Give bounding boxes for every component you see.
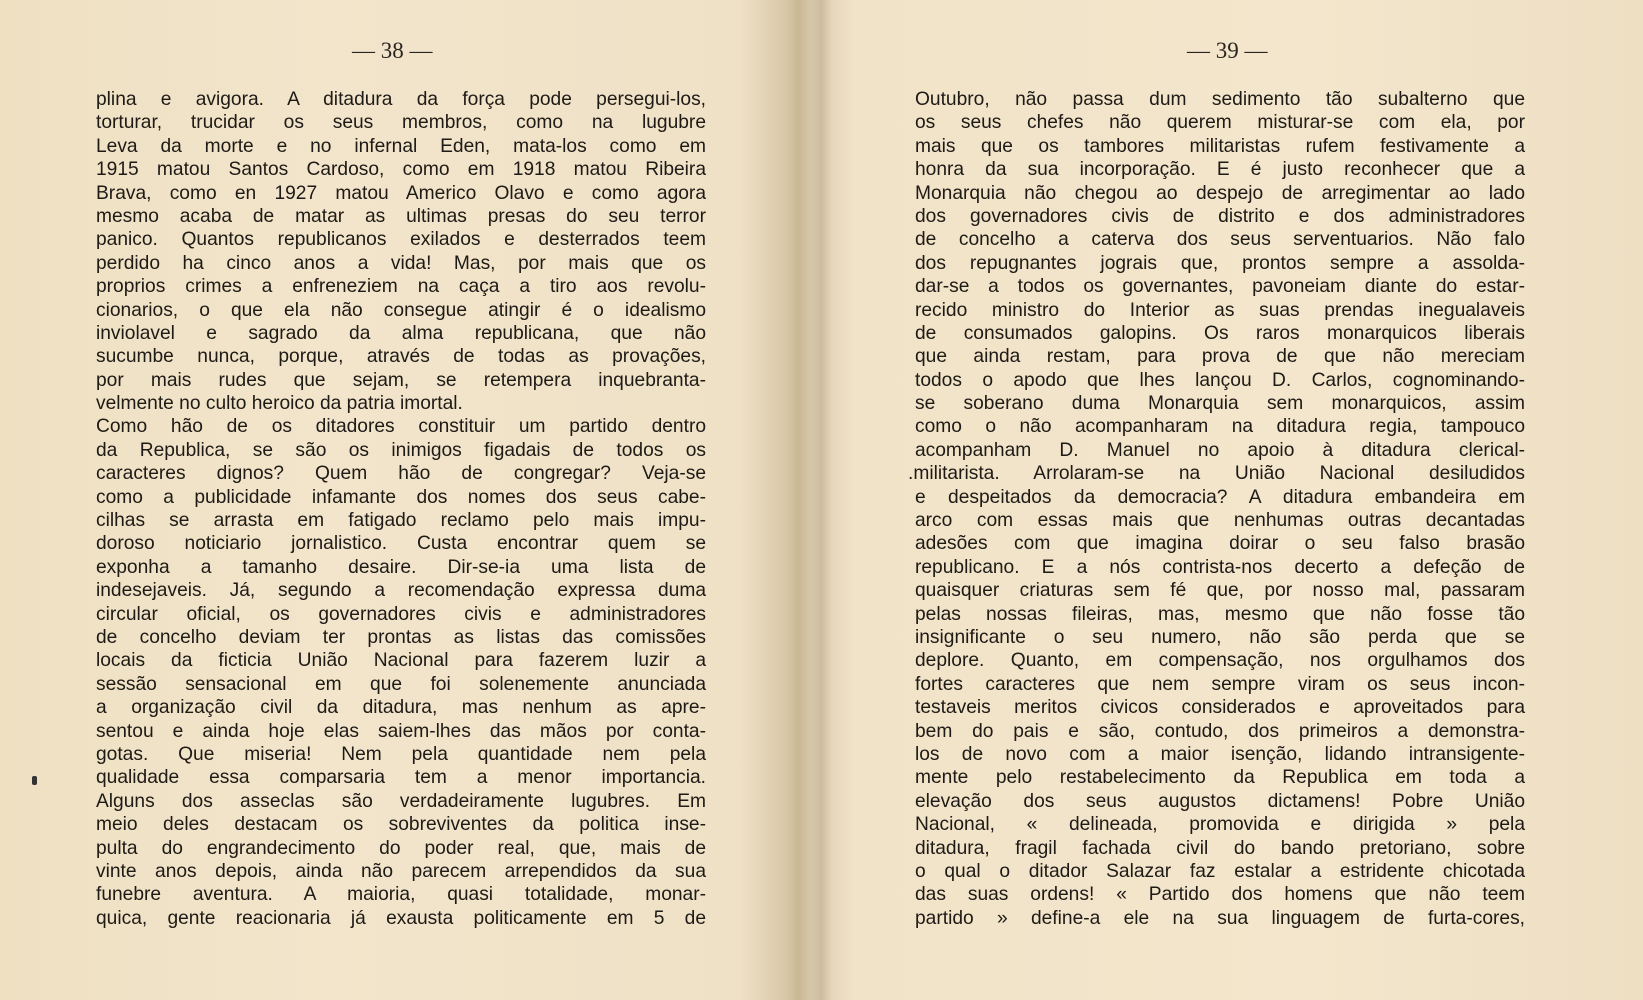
text-line: qualidade essa comparsaria tem a menor importancia.: [96, 767, 706, 789]
text-line: se soberano duma Monarquia sem monarquicos, assim: [915, 393, 1525, 415]
text-line: pulta do engrandecimento do poder real, que, mais de: [96, 837, 706, 859]
text-line: de concelho deviam ter prontas as listas das comissões: [96, 626, 706, 648]
text-line: partido » define-a ele na sua linguagem de furta-cores,: [915, 907, 1525, 929]
text-line: adesões com que imagina doirar o seu falso brasão: [915, 533, 1525, 555]
text-line: locais da ficticia União Nacional para fazerem luzir a: [96, 650, 706, 672]
text-line: plina e avigora. A ditadura da força pode persegui-los,: [96, 89, 706, 110]
text-line: circular oficial, os governadores civis e administradores: [96, 603, 706, 625]
text-line: todos o apodo que lhes lançou D. Carlos, cognominando-: [915, 369, 1525, 391]
text-line: quica, gente reacionaria já exausta politicamente em 5 de: [96, 907, 706, 929]
text-line: das suas ordens! « Partido dos homens que não teem: [915, 884, 1525, 906]
text-line: doroso noticiario jornalistico. Custa encontrar quem se: [96, 533, 706, 555]
text-line: que ainda restam, para prova de que não mereciam: [915, 346, 1525, 368]
text-line: por mais rudes que sejam, se retempera inquebranta-: [96, 369, 706, 391]
ink-dot: [32, 776, 37, 785]
text-line: honra da sua incorporação. E é justo reconhecer que a: [915, 159, 1525, 181]
text-line: cionarios, o que ela não consegue atingir é o idealismo: [96, 299, 706, 321]
text-line: mais que os tambores militaristas rufem festivamente a: [915, 135, 1525, 157]
text-line: elevação dos seus augustos dictamens! Pobre União: [915, 790, 1525, 812]
text-line: dar-se a todos os governantes, pavoneiam diante do estar-: [915, 276, 1525, 298]
text-line: insignificante o seu numero, não são perda que se: [915, 626, 1525, 648]
text-line: Como hão de os ditadores constituir um partido dentro: [96, 416, 706, 438]
text-line: cilhas se arrasta em fatigado reclamo pelo mais impu-: [96, 510, 706, 532]
text-line: proprios crimes a enfreneziem na caça a tiro aos revolu-: [96, 276, 706, 298]
text-line: como a publicidade infamante dos nomes dos seus cabe-: [96, 486, 706, 508]
text-line: dos governadores civis de distrito e dos administradores: [915, 205, 1525, 227]
text-line: gotas. Que miseria! Nem pela quantidade nem pela: [96, 743, 706, 765]
text-line: deplore. Quanto, em compensação, nos orgulhamos dos: [915, 650, 1525, 672]
text-line: Brava, como en 1927 matou Americo Olavo e como agora: [96, 182, 706, 204]
text-line: acompanham D. Manuel no apoio à ditadura clerical-: [915, 439, 1525, 461]
text-line: como o não acompanharam na ditadura regia, tampouco: [915, 416, 1525, 438]
text-line: mente pelo restabelecimento da Republica em toda a: [915, 767, 1525, 789]
text-line: panico. Quantos republicanos exilados e desterrados teem: [96, 229, 706, 251]
left-page: [0, 0, 820, 1000]
text-line: Outubro, não passa dum sedimento tão subalterno que: [915, 89, 1525, 110]
text-line: .militarista. Arrolaram-se na União Nacional desiludidos: [908, 463, 1525, 485]
text-line: bem do pais e são, contudo, dos primeiros a demonstra-: [915, 720, 1525, 742]
text-line: perdido ha cinco anos a vida! Mas, por mais que os: [96, 252, 706, 274]
text-line: e despeitados da democracia? A ditadura embandeira em: [915, 486, 1525, 508]
text-line: recido ministro do Interior as suas prendas inegualaveis: [915, 299, 1525, 321]
text-line: arco com essas mais que nenhumas outras decantadas: [915, 510, 1525, 532]
text-line: Monarquia não chegou ao despejo de arregimentar ao lado: [915, 182, 1525, 204]
text-line: 1915 matou Santos Cardoso, como em 1918 matou Ribeira: [96, 159, 706, 181]
text-line: sentou e ainda hoje elas saiem-lhes das mãos por conta-: [96, 720, 706, 742]
text-line: vinte anos depois, ainda não parecem arrependidos da sua: [96, 860, 706, 882]
page-number-right: — 39 —: [1187, 38, 1268, 63]
text-line: a organização civil da ditadura, mas nenhum as apre-: [96, 697, 706, 719]
text-line: funebre aventura. A maioria, quasi totalidade, monar-: [96, 884, 706, 906]
text-line: meio deles destacam os sobreviventes da politica inse-: [96, 814, 706, 836]
text-line: quaisquer criaturas sem fé que, por nosso mal, passaram: [915, 580, 1525, 602]
text-line: o qual o ditador Salazar faz estalar a estridente chicotada: [915, 860, 1525, 882]
text-line: republicano. E a nós contrista-nos decerto a defeção de: [915, 556, 1525, 578]
text-line: de concelho a caterva dos seus serventuarios. Não falo: [915, 229, 1525, 251]
text-line: Alguns dos asseclas são verdadeiramente lugubres. Em: [96, 790, 706, 812]
right-page: [822, 0, 1643, 1000]
left-page-text: [96, 88, 706, 930]
text-line: ditadura, fragil fachada civil do bando pretoriano, sobre: [915, 837, 1525, 859]
text-line: da Republica, se são os inimigos figadais de todos os: [96, 439, 706, 461]
text-line: os seus chefes não querem misturar-se com ela, por: [915, 112, 1525, 134]
text-line: sucumbe nunca, porque, através de todas as provações,: [96, 346, 706, 368]
text-line: testaveis meritos civicos considerados e aproveitados para: [915, 697, 1525, 719]
text-line: Leva da morte e no infernal Eden, mata-los como em: [96, 135, 706, 157]
text-line: sessão sensacional em que foi solenemente anunciada: [96, 673, 706, 695]
text-line: inviolavel e sagrado da alma republicana, que não: [96, 322, 706, 344]
text-line: caracteres dignos? Quem hão de congregar? Veja-se: [96, 463, 706, 485]
text-line: indesejaveis. Já, segundo a recomendação expressa duma: [96, 580, 706, 602]
right-page-text: [908, 88, 1525, 930]
text-line: exponha a tamanho desaire. Dir-se-ia uma lista de: [96, 556, 706, 578]
text-line: pelas nossas fileiras, mas, mesmo que não fosse tão: [915, 603, 1525, 625]
page-number-left: — 38 —: [352, 38, 433, 63]
text-line: torturar, trucidar os seus membros, como na lugubre: [96, 112, 706, 134]
text-line: velmente no culto heroico da patria imortal.: [96, 393, 463, 415]
text-line: dos repugnantes jograis que, prontos sempre a assolda-: [915, 252, 1525, 274]
text-line: fortes caracteres que nem sempre viram os seus incon-: [915, 673, 1525, 695]
text-line: los de novo com a maior isenção, lidando intransigente-: [915, 743, 1525, 765]
text-line: mesmo acaba de matar as ultimas presas do seu terror: [96, 205, 706, 227]
text-line: de consumados galopins. Os raros monarquicos liberais: [915, 322, 1525, 344]
text-line: Nacional, « delineada, promovida e dirigida » pela: [915, 814, 1525, 836]
